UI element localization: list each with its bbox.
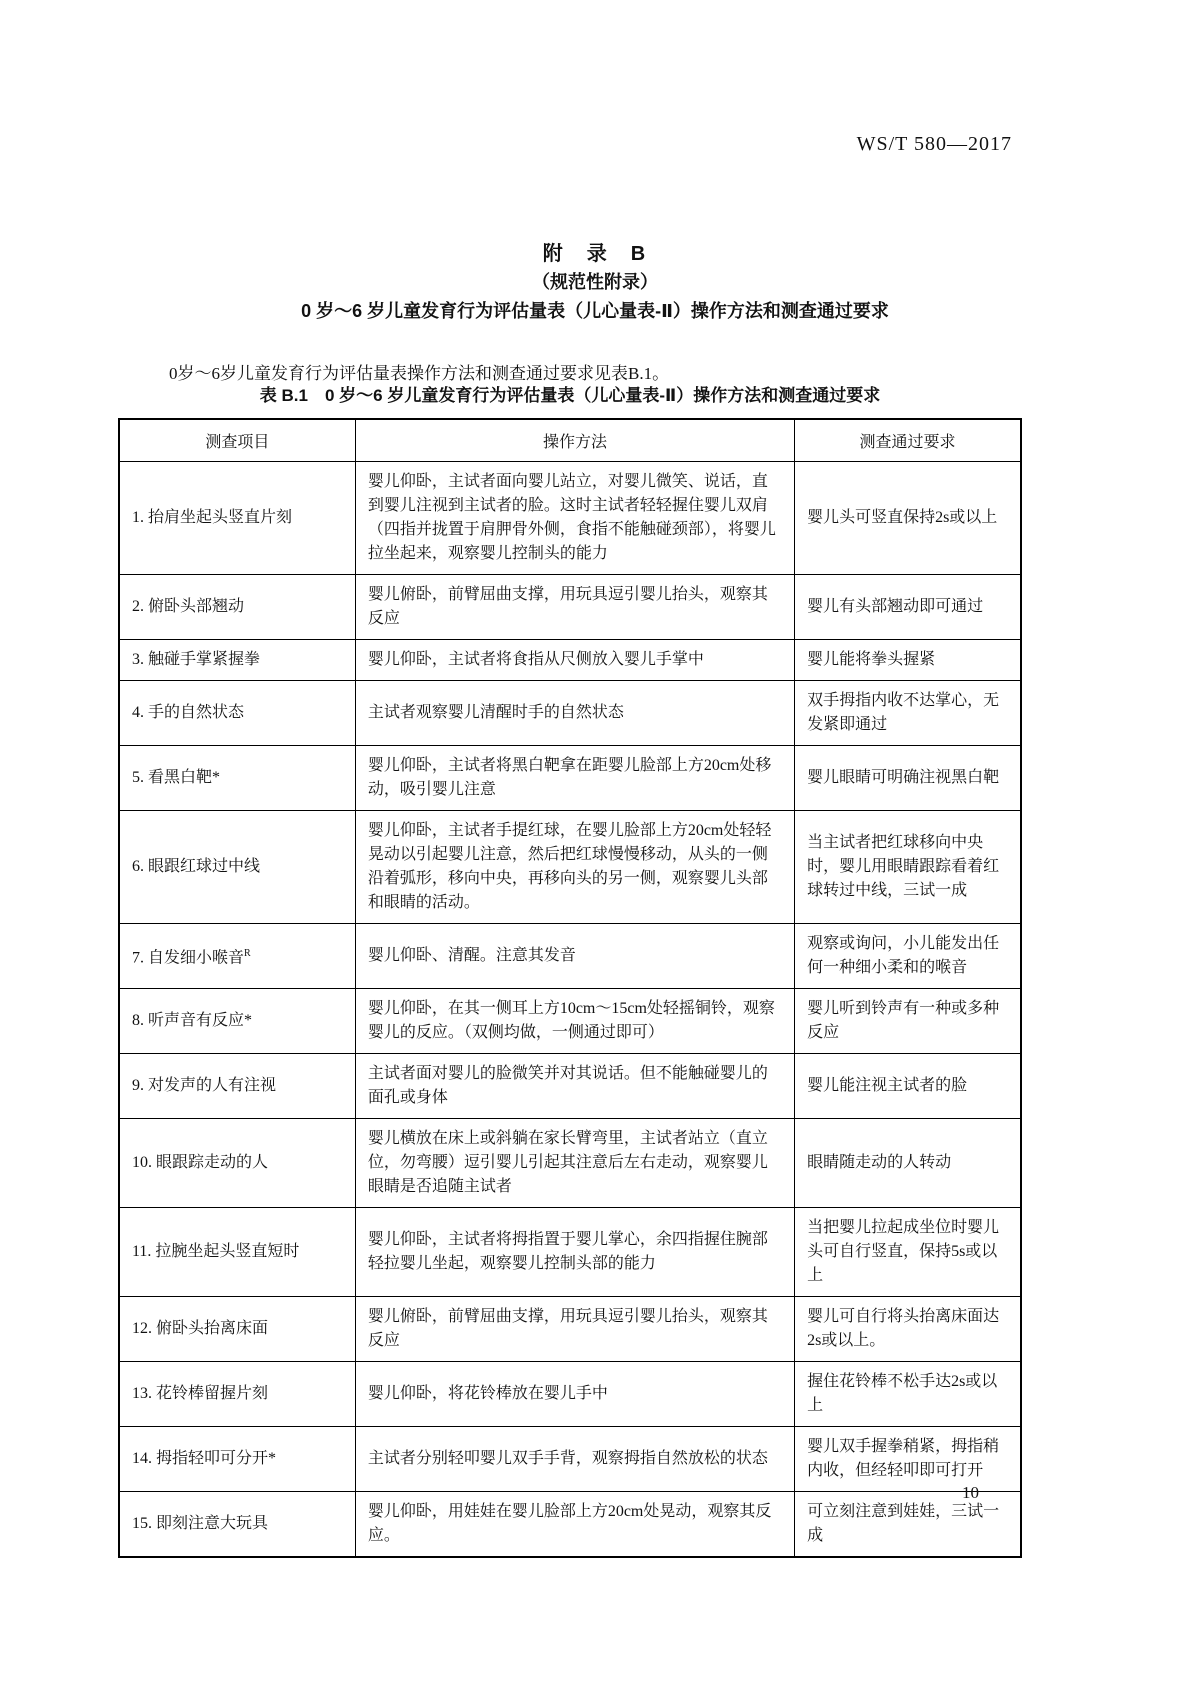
method-cell: 主试者观察婴儿清醒时手的自然状态 — [355, 681, 794, 746]
table-row — [119, 1427, 1021, 1492]
requirement-cell: 婴儿听到铃声有一种或多种反应 — [795, 989, 1021, 1054]
requirement-cell: 婴儿能注视主试者的脸 — [795, 1054, 1021, 1119]
item-superscript: R — [244, 947, 251, 959]
requirement-cell: 婴儿能将拳头握紧 — [795, 640, 1021, 681]
table-row — [119, 462, 1021, 575]
table-b1 — [118, 418, 1022, 1558]
method-cell: 婴儿仰卧，主试者手提红球，在婴儿脸部上方20cm处轻轻晃动以引起婴儿注意，然后把红球慢慢移动，从头的一侧沿着弧形，移向中央，再移向头的另一侧，观察婴儿头部和眼睛的活动。 — [355, 811, 794, 924]
table-row — [119, 1119, 1021, 1208]
requirement-cell: 婴儿双手握拳稍紧，拇指稍内收，但经轻叩即可打开 — [795, 1427, 1021, 1492]
table-row — [119, 1492, 1021, 1558]
item-cell: 9. 对发声的人有注视 — [119, 1054, 355, 1119]
method-cell: 婴儿仰卧，主试者将拇指置于婴儿掌心，余四指握住腕部轻拉婴儿坐起，观察婴儿控制头部的能力 — [355, 1208, 794, 1297]
appendix-heading: 0 岁～6 岁儿童发育行为评估量表（儿心量表-Ⅱ）操作方法和测查通过要求 — [301, 301, 889, 321]
table-row — [119, 575, 1021, 640]
table-row — [119, 640, 1021, 681]
item-cell: 4. 手的自然状态 — [119, 681, 355, 746]
item-cell: 5. 看黑白靶* — [119, 746, 355, 811]
item-cell: 8. 听声音有反应* — [119, 989, 355, 1054]
requirement-cell: 婴儿头可竖直保持2s或以上 — [795, 462, 1021, 575]
method-cell: 婴儿仰卧，将花铃棒放在婴儿手中 — [355, 1362, 794, 1427]
item-cell: 13. 花铃棒留握片刻 — [119, 1362, 355, 1427]
method-cell: 婴儿仰卧，主试者将食指从尺侧放入婴儿手掌中 — [355, 640, 794, 681]
appendix-title-block — [0, 239, 1190, 326]
page-number: 10 — [962, 1483, 979, 1502]
requirement-cell: 婴儿可自行将头抬离床面达2s或以上。 — [795, 1297, 1021, 1362]
table-row — [119, 1208, 1021, 1297]
requirement-cell: 握住花铃棒不松手达2s或以上 — [795, 1362, 1021, 1427]
table-header-row — [119, 419, 1021, 462]
item-cell: 1. 抬肩坐起头竖直片刻 — [119, 462, 355, 575]
requirement-cell: 婴儿有头部翘动即可通过 — [795, 575, 1021, 640]
standard-number: WS/T 580—2017 — [856, 133, 1012, 155]
method-cell: 婴儿仰卧，主试者面向婴儿站立，对婴儿微笑、说话，直到婴儿注视到主试者的脸。这时主试者轻轻握住婴儿双肩（四指并拢置于肩胛骨外侧，食指不能触碰颈部），将婴儿拉坐起来，观察婴儿控制头的能力 — [355, 462, 794, 575]
table-row — [119, 811, 1021, 924]
item-cell — [119, 924, 355, 989]
table-row — [119, 681, 1021, 746]
item-text: 7. 自发细小喉音 — [132, 949, 245, 967]
method-cell: 婴儿横放在床上或斜躺在家长臂弯里，主试者站立（直立位，勿弯腰）逗引婴儿引起其注意后左右走动，观察婴儿眼睛是否追随主试者 — [355, 1119, 794, 1208]
table-row — [119, 1054, 1021, 1119]
item-cell: 14. 拇指轻叩可分开* — [119, 1427, 355, 1492]
method-cell: 主试者面对婴儿的脸微笑并对其说话。但不能触碰婴儿的面孔或身体 — [355, 1054, 794, 1119]
table-row — [119, 1297, 1021, 1362]
requirement-cell: 双手拇指内收不达掌心，无发紧即通过 — [795, 681, 1021, 746]
method-cell: 婴儿俯卧，前臂屈曲支撑，用玩具逗引婴儿抬头，观察其反应 — [355, 1297, 794, 1362]
requirement-cell: 婴儿眼睛可明确注视黑白靶 — [795, 746, 1021, 811]
method-cell: 婴儿仰卧，主试者将黑白靶拿在距婴儿脸部上方20cm处移动，吸引婴儿注意 — [355, 746, 794, 811]
requirement-cell: 可立刻注意到娃娃，三试一成 — [795, 1492, 1021, 1558]
requirement-cell: 观察或询问，小儿能发出任何一种细小柔和的喉音 — [795, 924, 1021, 989]
column-header-requirement: 测查通过要求 — [795, 419, 1021, 462]
item-cell: 2. 俯卧头部翘动 — [119, 575, 355, 640]
item-cell: 10. 眼跟踪走动的人 — [119, 1119, 355, 1208]
intro-paragraph: 0岁～6岁儿童发育行为评估量表操作方法和测查通过要求见表B.1。 — [169, 364, 670, 383]
table-row — [119, 1362, 1021, 1427]
method-cell: 主试者分别轻叩婴儿双手手背，观察拇指自然放松的状态 — [355, 1427, 794, 1492]
table-row — [119, 746, 1021, 811]
appendix-subtitle: （规范性附录） — [532, 272, 658, 292]
item-cell: 11. 拉腕坐起头竖直短时 — [119, 1208, 355, 1297]
method-cell: 婴儿俯卧，前臂屈曲支撑，用玩具逗引婴儿抬头，观察其反应 — [355, 575, 794, 640]
item-cell: 3. 触碰手掌紧握拳 — [119, 640, 355, 681]
table-caption: 表 B.1 0 岁～6 岁儿童发育行为评估量表（儿心量表-Ⅱ）操作方法和测查通过要求 — [259, 386, 881, 405]
table-row — [119, 989, 1021, 1054]
column-header-method: 操作方法 — [355, 419, 794, 462]
method-cell: 婴儿仰卧，在其一侧耳上方10cm～15cm处轻摇铜铃，观察婴儿的反应。（双侧均做，一侧通过即可） — [355, 989, 794, 1054]
requirement-cell: 眼睛随走动的人转动 — [795, 1119, 1021, 1208]
method-cell: 婴儿仰卧、清醒。注意其发音 — [355, 924, 794, 989]
method-cell: 婴儿仰卧，用娃娃在婴儿脸部上方20cm处晃动，观察其反应。 — [355, 1492, 794, 1558]
item-cell: 6. 眼跟红球过中线 — [119, 811, 355, 924]
column-header-item: 测查项目 — [119, 419, 355, 462]
item-cell: 15. 即刻注意大玩具 — [119, 1492, 355, 1558]
table-row — [119, 924, 1021, 989]
appendix-title: 附 录 B — [542, 243, 648, 265]
item-cell: 12. 俯卧头抬离床面 — [119, 1297, 355, 1362]
requirement-cell: 当主试者把红球移向中央时，婴儿用眼睛跟踪看着红球转过中线，三试一成 — [795, 811, 1021, 924]
requirement-cell: 当把婴儿拉起成坐位时婴儿头可自行竖直，保持5s或以上 — [795, 1208, 1021, 1297]
